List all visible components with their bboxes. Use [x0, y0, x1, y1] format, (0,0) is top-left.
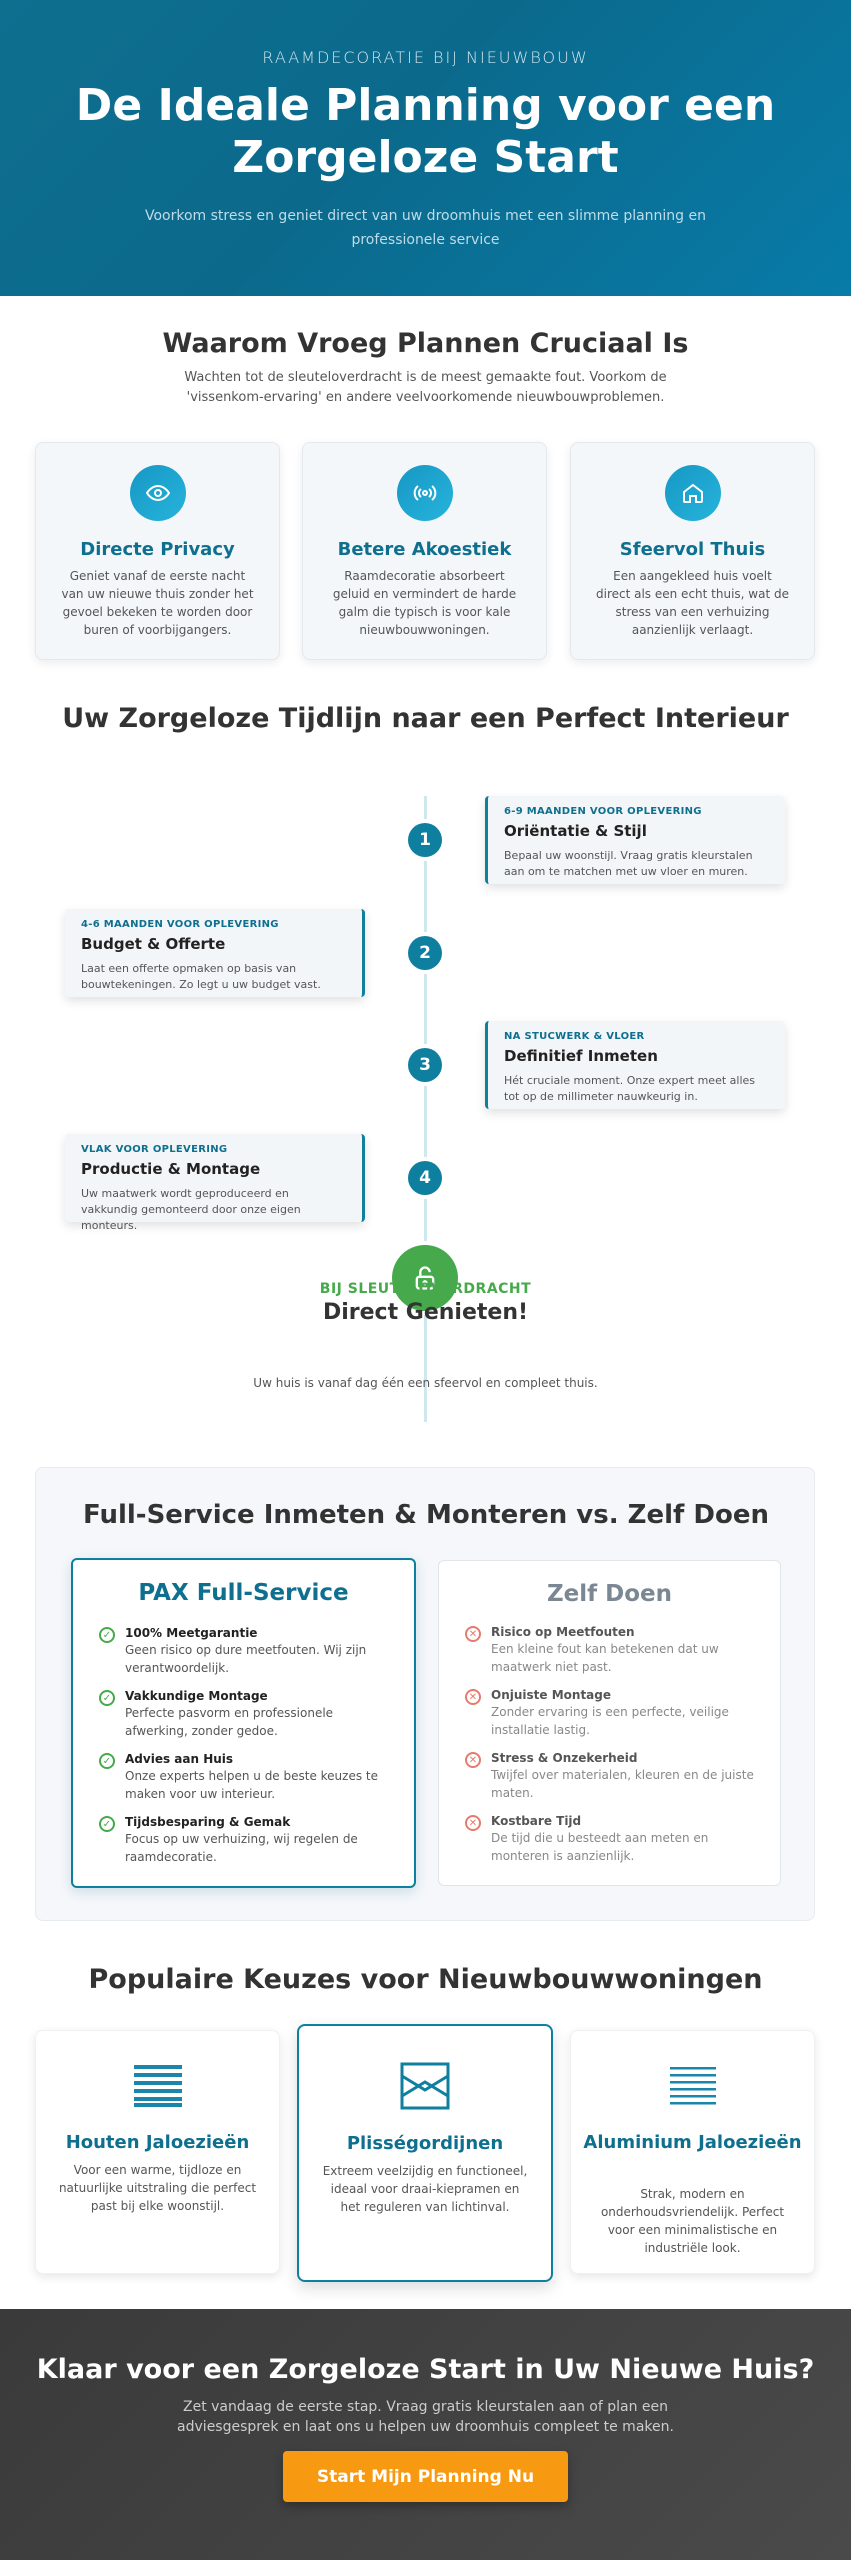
- benefit-title: Directe Privacy: [80, 539, 235, 560]
- why-subtitle: Wachten tot de sleuteloverdracht is de meest gemaakte fout. Voorkom de 'vissenkom-ervaring' en andere veelvoorkomende nieuwbouwproblemen.: [184, 370, 667, 405]
- diy-item-head: Stress & Onzekerheid: [491, 1751, 638, 1765]
- pax-item-text: Perfecte pasvorm en professionele afwerking, zonder gedoe.: [125, 1706, 334, 1738]
- pax-item-head: Advies aan Huis: [125, 1752, 234, 1766]
- eye-icon: [130, 465, 186, 521]
- cross-icon: ✕: [465, 1689, 481, 1705]
- compare-title: Full-Service Inmeten & Monteren vs. Zelf Doen: [82, 1500, 770, 1530]
- product-title: Plisségordijnen: [346, 2133, 504, 2154]
- blinds-icon: [670, 2067, 716, 2109]
- step-eyebrow: NA STUCWERK & VLOER: [504, 1031, 645, 1042]
- pax-item-head: 100% Meetgarantie: [125, 1626, 258, 1640]
- step-title: Productie & Montage: [81, 1160, 261, 1178]
- benefit-title: Betere Akoestiek: [337, 539, 512, 560]
- step-eyebrow: VLAK VOOR OPLEVERING: [81, 1144, 228, 1155]
- diy-item-text: Een kleine fout kan betekenen dat uw maatwerk niet past.: [491, 1642, 719, 1674]
- pax-item: [99, 1815, 394, 1866]
- check-icon: ✓: [99, 1753, 115, 1769]
- pax-item-text: Geen risico op dure meetfouten. Wij zijn verantwoordelijk.: [125, 1643, 367, 1675]
- step-text: Uw maatwerk wordt geproduceerd en vakkundig gemonteerd door onze eigen monteurs.: [81, 1187, 301, 1232]
- hero-title: De Ideale Planning voor een Zorgeloze Start: [75, 80, 776, 183]
- cross-icon: ✕: [465, 1752, 481, 1768]
- benefit-card-acoustics: [302, 442, 547, 660]
- step-eyebrow: 4-6 MAANDEN VOOR OPLEVERING: [81, 919, 279, 930]
- diy-item: [465, 1688, 760, 1739]
- pax-title: PAX Full-Service: [138, 1580, 349, 1606]
- diy-item: [465, 1625, 760, 1676]
- cross-icon: ✕: [465, 1815, 481, 1831]
- benefit-text: Raamdecoratie absorbeert geluid en vermindert de harde galm die typisch is voor kale nieuwbouwwoningen.: [332, 569, 517, 637]
- benefit-text: Geniet vanaf de eerste nacht van uw nieuwe thuis zonder het gevoel bekeken te worden door buren of voorbijgangers.: [61, 569, 254, 637]
- timeline-step-3: [485, 1021, 785, 1109]
- diy-item-head: Onjuiste Montage: [491, 1688, 611, 1702]
- cta-title: Klaar voor een Zorgeloze Start in Uw Nieuwe Huis?: [36, 2354, 815, 2385]
- diy-title: Zelf Doen: [546, 1581, 673, 1607]
- step-number: 3: [408, 1048, 442, 1082]
- diy-item-text: De tijd die u besteedt aan meten en monteren is aanzienlijk.: [491, 1831, 709, 1863]
- hero-subtitle: Voorkom stress en geniet direct van uw droomhuis met een slimme planning en professionele service: [144, 208, 707, 248]
- diy-item: [465, 1751, 760, 1802]
- pax-service-card: [71, 1558, 416, 1888]
- step-number: 1: [408, 823, 442, 857]
- hero-eyebrow: RAAMDECORATIE BIJ NIEUWBOUW: [262, 48, 589, 67]
- blinds-icon: [134, 2065, 182, 2111]
- product-title: Aluminium Jaloezieën: [583, 2132, 802, 2153]
- check-icon: ✓: [99, 1627, 115, 1643]
- step-title: Oriëntatie & Stijl: [504, 822, 647, 840]
- product-card-pleated[interactable]: [297, 2024, 553, 2282]
- products-title: Populaire Keuzes voor Nieuwbouwwoningen: [88, 1964, 763, 1995]
- diy-item-text: Twijfel over materialen, kleuren en de juiste maten.: [491, 1768, 754, 1800]
- step-eyebrow: 6-9 MAANDEN VOOR OPLEVERING: [504, 806, 702, 817]
- final-text: Uw huis is vanaf dag één een sfeervol en compleet thuis.: [253, 1376, 598, 1390]
- pax-item-head: Vakkundige Montage: [125, 1689, 268, 1703]
- product-card-wood-blinds[interactable]: [35, 2030, 280, 2274]
- product-text: Extreem veelzijdig en functioneel, ideaal voor draai-kiepramen en het reguleren van lichtinval.: [322, 2164, 528, 2214]
- pax-item-head: Tijdsbesparing & Gemak: [125, 1815, 291, 1829]
- cta-text: Zet vandaag de eerste stap. Vraag gratis kleurstalen aan of plan een adviesgesprek en laat ons u helpen uw droomhuis compleet te maken.: [177, 2399, 674, 2435]
- diy-item-head: Kostbare Tijd: [491, 1814, 582, 1828]
- benefit-title: Sfeervol Thuis: [619, 539, 766, 560]
- sound-icon: [397, 465, 453, 521]
- product-title: Houten Jaloezieën: [65, 2132, 250, 2153]
- why-title: Waarom Vroeg Plannen Cruciaal Is: [162, 328, 689, 359]
- pax-item-text: Onze experts helpen u de beste keuzes te maken voor uw interieur.: [125, 1769, 379, 1801]
- final-title: Direct Genieten!: [322, 1300, 529, 1325]
- start-planning-button[interactable]: Start Mijn Planning Nu: [283, 2451, 568, 2502]
- hero-section: [0, 0, 851, 296]
- comparison-section: [35, 1467, 815, 1921]
- timeline-line: [424, 796, 427, 1422]
- pax-item: [99, 1752, 394, 1803]
- step-text: Laat een offerte opmaken op basis van bouwtekeningen. Zo legt u uw budget vast.: [81, 962, 321, 991]
- product-text: Voor een warme, tijdloze en natuurlijke uitstraling die perfect past bij elke woonstijl.: [58, 2163, 257, 2213]
- step-text: Hét cruciale moment. Onze expert meet alles tot op de millimeter nauwkeurig in.: [504, 1074, 756, 1103]
- cross-icon: ✕: [465, 1626, 481, 1642]
- step-title: Definitief Inmeten: [504, 1047, 658, 1065]
- timeline-step-4: [65, 1134, 365, 1232]
- diy-card: [438, 1560, 781, 1886]
- pax-item-text: Focus op uw verhuizing, wij regelen de raamdecoratie.: [125, 1832, 358, 1864]
- step-number: 4: [408, 1161, 442, 1195]
- timeline-step-2: [65, 909, 365, 997]
- timeline-title: Uw Zorgeloze Tijdlijn naar een Perfect Interieur: [62, 703, 789, 734]
- pleated-icon: [400, 2062, 450, 2114]
- check-icon: ✓: [99, 1690, 115, 1706]
- step-text: Bepaal uw woonstijl. Vraag gratis kleurstalen aan om te matchen met uw vloer en muren.: [504, 849, 753, 878]
- cta-section: [0, 2309, 851, 2560]
- home-icon: [665, 465, 721, 521]
- pax-item: [99, 1626, 394, 1677]
- pax-item: [99, 1689, 394, 1740]
- final-eyebrow: BIJ SLEUTELOVERDRACHT: [319, 1281, 532, 1297]
- check-icon: ✓: [99, 1816, 115, 1832]
- step-title: Budget & Offerte: [81, 935, 226, 953]
- product-text: Strak, modern en onderhoudsvriendelijk. Perfect voor een minimalistische en industriële look.: [600, 2187, 785, 2255]
- timeline-step-1: [485, 796, 785, 884]
- benefit-card-home: [570, 442, 815, 660]
- product-card-aluminium-blinds[interactable]: [570, 2030, 815, 2274]
- benefit-card-privacy: [35, 442, 280, 660]
- diy-item-head: Risico op Meetfouten: [491, 1625, 635, 1639]
- step-number: 2: [408, 936, 442, 970]
- diy-item: [465, 1814, 760, 1865]
- diy-item-text: Zonder ervaring is een perfecte, veilige installatie lastig.: [491, 1705, 729, 1737]
- benefit-text: Een aangekleed huis voelt direct als een echt thuis, wat de stress van een verhuizing aanzienlijk verlaagt.: [596, 569, 789, 637]
